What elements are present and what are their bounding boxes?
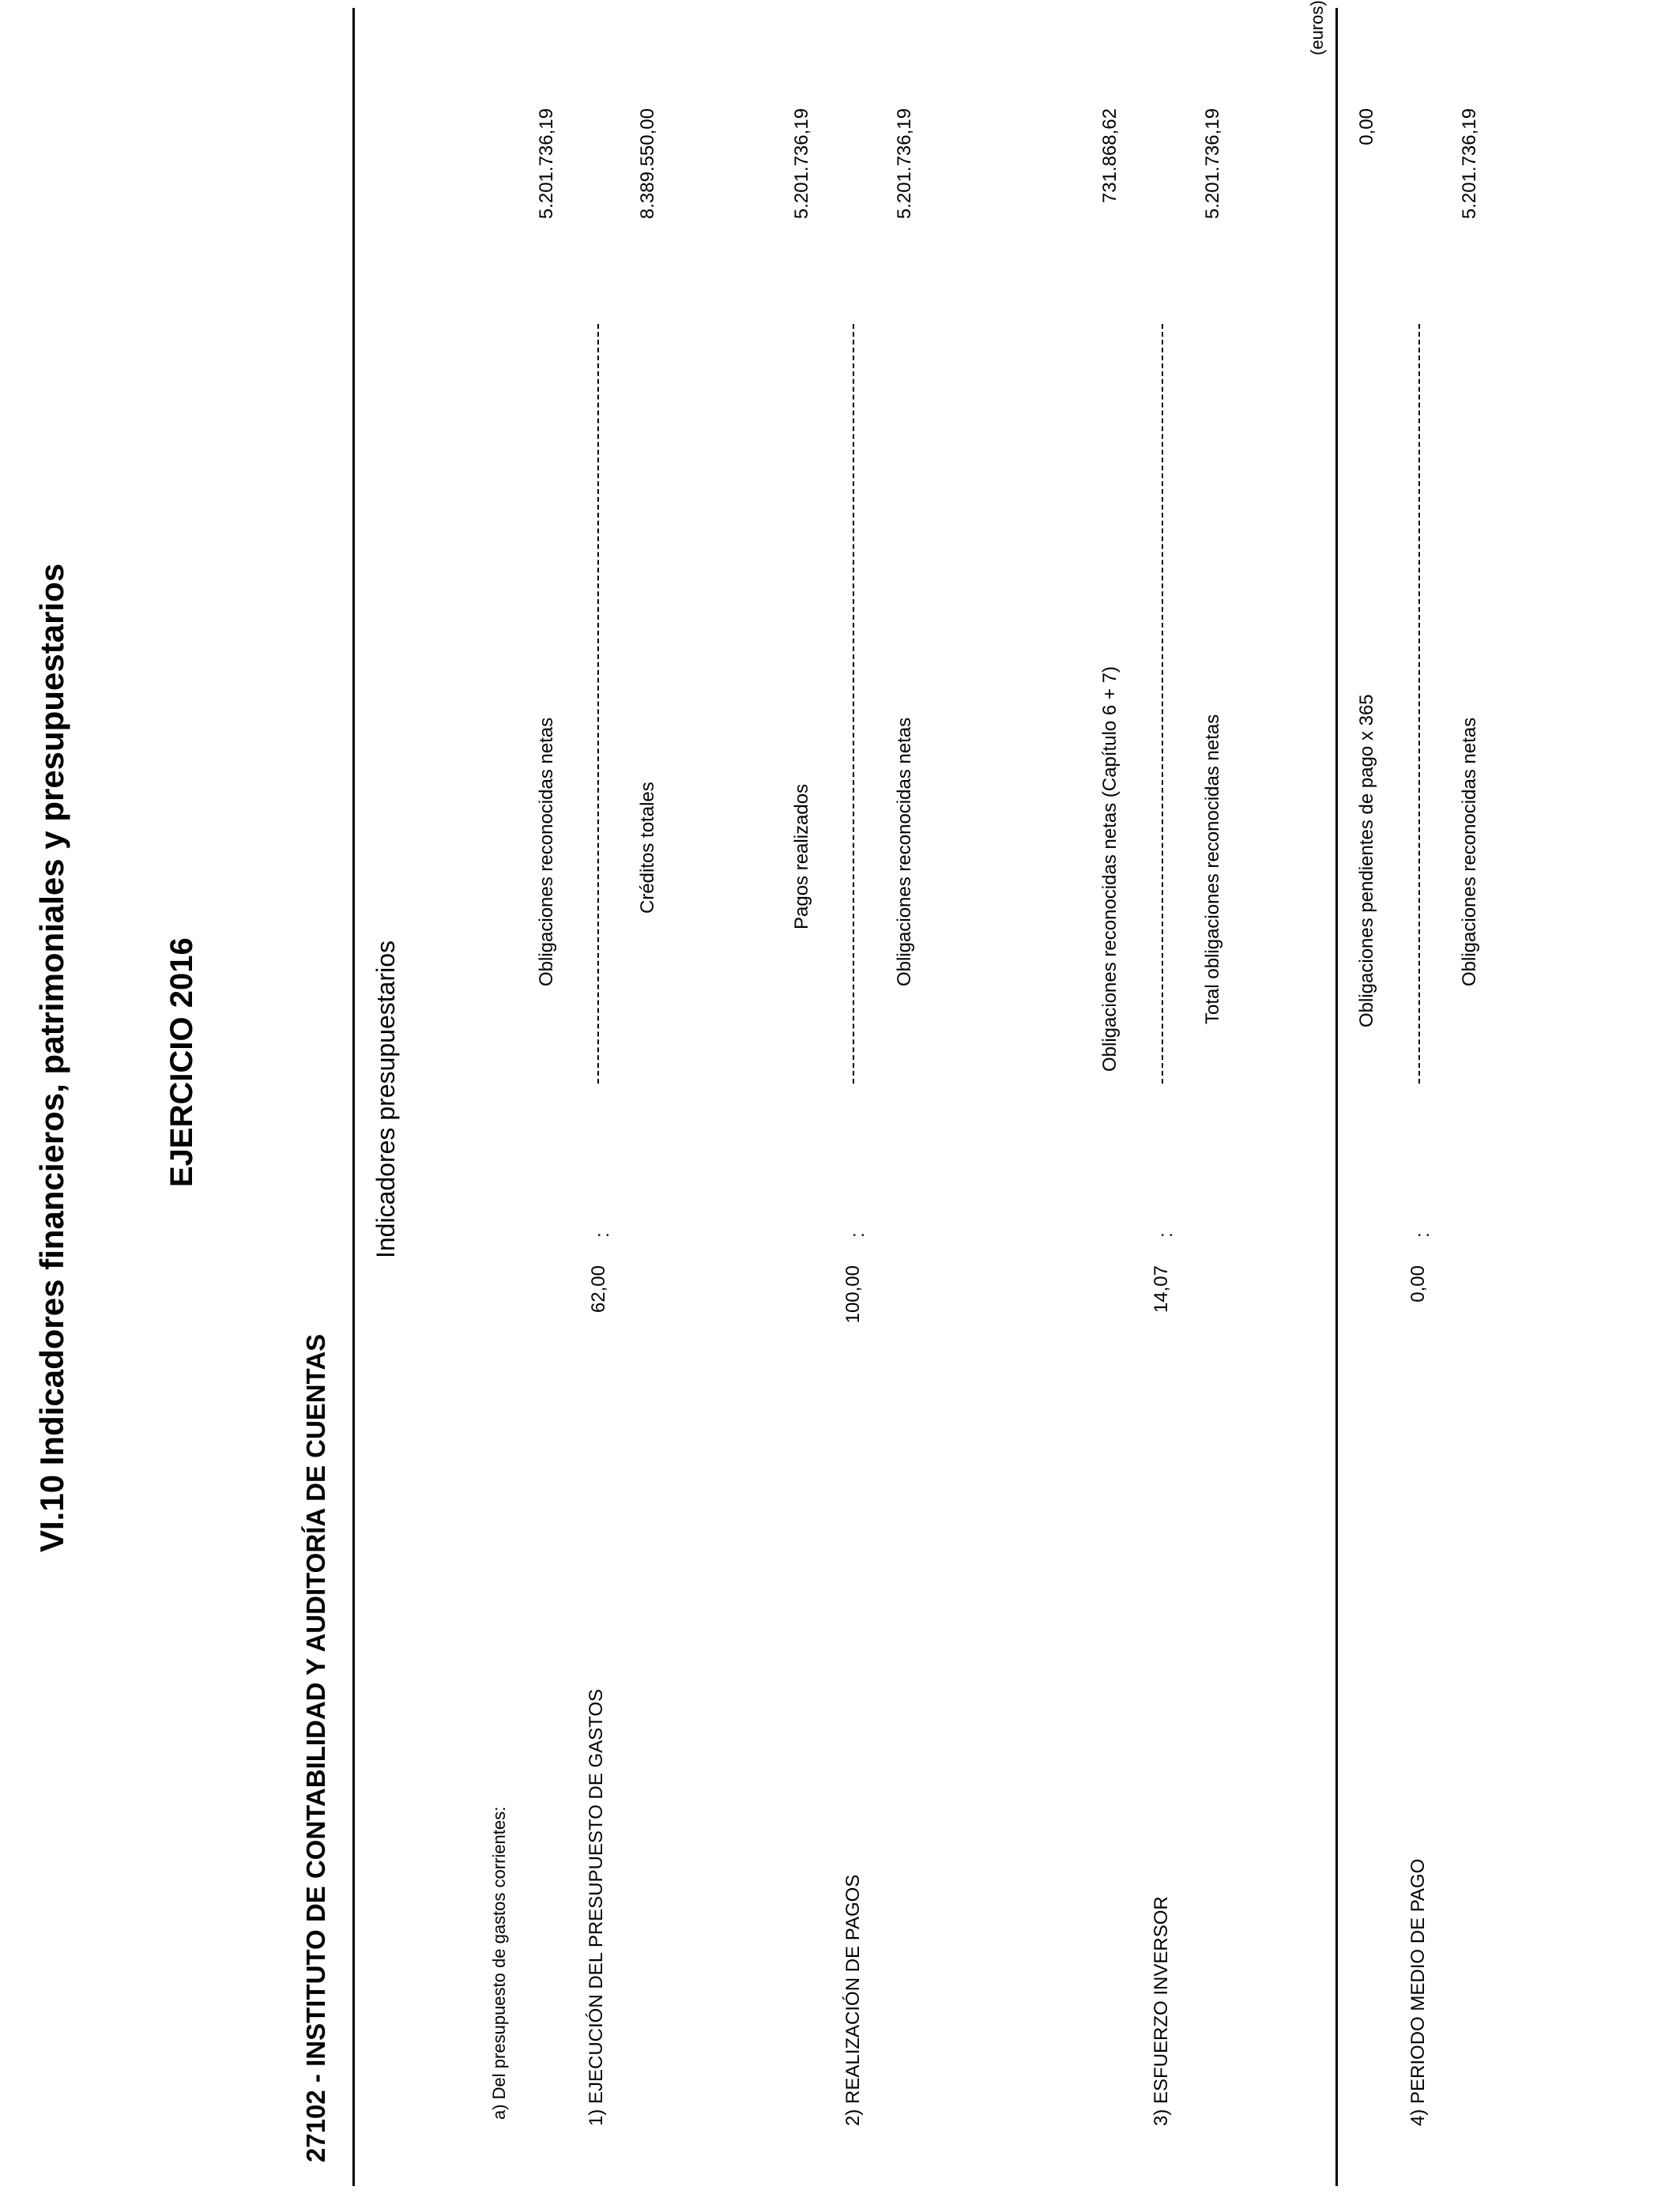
right-border-line	[1335, 8, 1338, 2186]
entity-name: 27102 - INSTITUTO DE CONTABILIDAD Y AUDITORÍA DE CUENTAS	[301, 1333, 330, 2162]
indicator-3-denominator-value: 5.201.736,19	[1202, 108, 1223, 220]
indicator-3-denominator-label: Total obligaciones reconocidas netas	[1202, 714, 1223, 1024]
section-title: Indicadores presupuestarios	[371, 940, 400, 1258]
indicator-3-separator: :	[1155, 1232, 1177, 1238]
indicator-1-denominator-value: 8.389.550,00	[637, 108, 658, 220]
indicator-2-label: 2) REALIZACIÓN DE PAGOS	[842, 1874, 864, 2126]
indicator-1-separator: :	[592, 1232, 613, 1238]
indicator-3-numerator-value: 731.868,62	[1099, 108, 1121, 204]
indicator-4-value: 0,00	[1407, 1265, 1429, 1302]
indicator-2-fraction-line	[853, 324, 854, 1084]
indicator-1-numerator-value: 5.201.736,19	[536, 108, 557, 220]
report-title: VI.10 Indicadores financieros, patrimoniales y presupuestarios	[33, 563, 70, 1552]
fiscal-year-title: EJERCICIO 2016	[164, 937, 199, 1187]
indicator-1-label: 1) EJECUCIÓN DEL PRESUPUESTO DE GASTOS	[586, 1688, 607, 2126]
indicator-4-denominator-label: Obligaciones reconocidas netas	[1459, 717, 1480, 986]
indicator-1-value: 62,00	[588, 1265, 609, 1314]
indicator-3-fraction-line	[1162, 324, 1163, 1084]
section-subtitle: a) Del presupuesto de gastos corrientes:	[489, 1806, 509, 2120]
indicator-4-numerator-value: 0,00	[1356, 108, 1377, 145]
indicator-1-denominator-label: Créditos totales	[637, 782, 658, 914]
indicator-2-denominator-value: 5.201.736,19	[894, 108, 915, 220]
indicator-1-fraction-line	[597, 324, 599, 1084]
indicator-3-value: 14,07	[1151, 1265, 1172, 1314]
indicator-3-numerator-label: Obligaciones reconocidas netas (Capítulo 6 + 7)	[1099, 666, 1121, 1072]
indicator-4-fraction-line	[1418, 324, 1420, 1084]
indicator-4-numerator-label: Obligaciones pendientes de pago x 365	[1356, 694, 1377, 1027]
indicator-2-value: 100,00	[842, 1265, 864, 1324]
indicator-1-numerator-label: Obligaciones reconocidas netas	[536, 717, 557, 986]
indicator-2-denominator-label: Obligaciones reconocidas netas	[894, 717, 915, 986]
unit-label: (euros)	[1307, 0, 1327, 55]
indicator-2-numerator-value: 5.201.736,19	[791, 108, 812, 220]
indicator-4-separator: :	[1412, 1232, 1433, 1238]
left-border-line	[352, 8, 355, 2186]
indicator-2-numerator-label: Pagos realizados	[791, 783, 812, 929]
indicator-2-separator: :	[847, 1232, 868, 1238]
indicator-4-denominator-value: 5.201.736,19	[1459, 108, 1480, 220]
indicator-3-label: 3) ESFUERZO INVERSOR	[1151, 1896, 1172, 2126]
indicator-4-label: 4) PERIODO MEDIO DE PAGO	[1407, 1858, 1429, 2126]
